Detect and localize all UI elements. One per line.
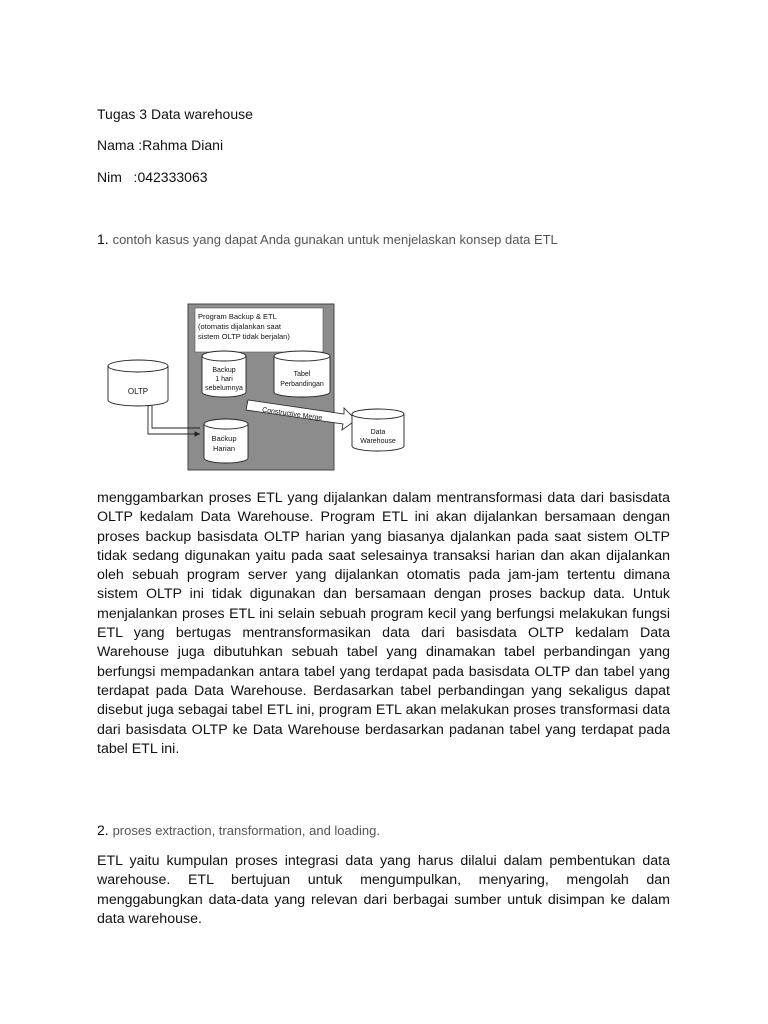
data-warehouse-label-2: Warehouse (360, 438, 396, 445)
backup-previous-label-2: 1 hari (215, 376, 233, 383)
question-2 (97, 821, 380, 840)
etl-diagram (100, 300, 420, 475)
document-title: Tugas 3 Data warehouse (97, 106, 253, 122)
student-nim: Nim :042333063 (97, 169, 208, 185)
question-2-text: proses extraction, transformation, and loading. (112, 823, 380, 838)
oltp-database-icon (108, 360, 168, 406)
data-warehouse-label-1: Data (370, 429, 386, 436)
question-1 (97, 230, 558, 249)
constructive-merge-label: Constructive Merge (261, 406, 323, 423)
backup-daily-label-2: Harian (212, 444, 236, 453)
etl-box-label-3: sistem OLTP tidak berjalan) (198, 332, 290, 341)
etl-box-label-2: (otomatis dijalankan saat (198, 322, 281, 331)
question-1-text: contoh kasus yang dapat Anda gunakan untuk menjelaskan konsep data ETL (112, 232, 558, 247)
paragraph-etl-explanation: menggambarkan proses ETL yang dijalankan dalam mentransformasi data dari basisdata OLTP kedalam Data Warehouse. Program ETL ini akan dijalankan bersamaan dengan proses backup basisdata OLTP harian yang biasanya djalankan pada saat sistem OLTP tidak sedang digunakan yaitu pada saat selesainya transaksi harian dan akan dijalankan oleh sebuah program server yang dijalankan otomatis pada jam-jam tertentu dimana sistem OLTP ini tidak digunakan dan bersamaan dengan proses backup data. Untuk menjalankan proses ETL ini selain sebuah program kecil yang berfungsi melakukan fungsi ETL yang bertugas mentransformasikan data dari basisdata OLTP kedalam Data Warehouse juga dibutuhkan sebuah tabel yang dinamakan tabel perbandingan yang berfungsi mempadankan antara tabel yang terdapat pada basisdata OLTP dan tabel yang terdapat pada Data Warehouse. Berdasarkan tabel perbandingan yang sekaligus dapat disebut juga sebagai tabel ETL ini, program ETL akan melakukan proses transformasi data dari basisdata OLTP ke Data Warehouse berdasarkan padanan tabel yang terdapat pada tabel ETL ini. (97, 490, 670, 757)
backup-previous-label-1: Backup (212, 367, 236, 374)
comparison-table-label-2: Perbandingan (280, 381, 324, 388)
oltp-label: OLTP (127, 387, 149, 396)
etl-box-label-1: Program Backup & ETL (198, 312, 277, 321)
question-1-number: 1. (97, 231, 109, 247)
backup-previous-label-3: sebelumnya (205, 385, 243, 392)
comparison-table-label-1: Tabel (293, 371, 311, 378)
paragraph-etl-definition: ETL yaitu kumpulan proses integrasi data yang harus dilalui dalam pembentukan data warehouse. ETL bertujuan untuk mengumpulkan, menyaring, mengolah dan menggabungkan data-data yang relevan dari berbagai sumber untuk disimpan ke dalam data warehouse. (97, 853, 670, 927)
question-2-number: 2. (97, 822, 109, 838)
student-name: Nama :Rahma Diani (97, 137, 224, 153)
backup-daily-label-1: Backup (211, 434, 237, 443)
